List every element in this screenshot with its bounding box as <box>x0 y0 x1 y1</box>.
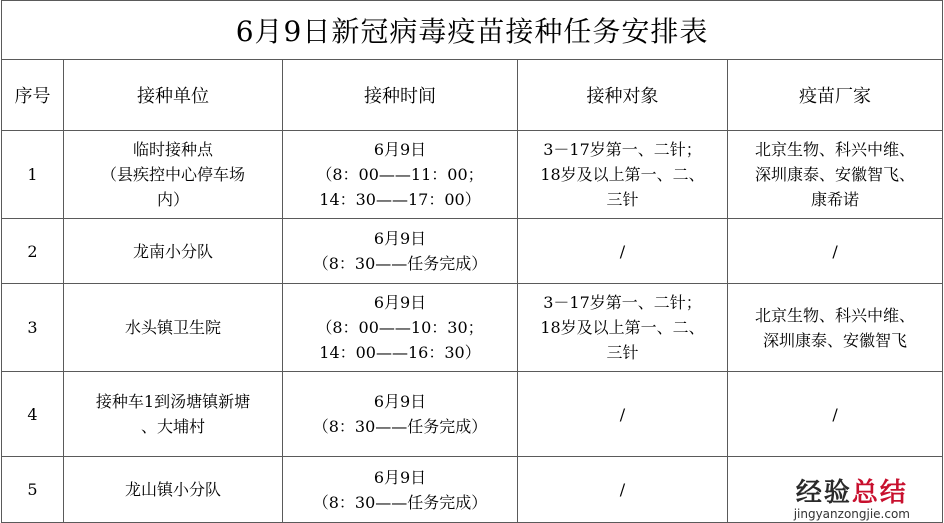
row-number: 2 <box>2 219 64 284</box>
vendor-cell <box>728 131 943 219</box>
watermark-logo-text <box>794 479 910 507</box>
time-cell <box>283 457 518 523</box>
target-line: 18岁及以上第一、二、 <box>540 318 705 337</box>
time-line: （8：00——10：30； <box>316 318 484 337</box>
time-line: 14：00——16：30） <box>319 343 481 362</box>
header-no: 序号 <box>2 60 64 131</box>
unit-cell <box>64 372 283 457</box>
watermark-text-accent: 总结 <box>851 478 908 508</box>
unit-line: 内） <box>156 190 189 209</box>
unit-cell <box>64 131 283 219</box>
time-line: 14：30——17：00） <box>319 190 481 209</box>
target-line: / <box>619 480 626 499</box>
target-line: 3－17岁第一、二针； <box>543 140 702 159</box>
time-line: （8：00——11：00； <box>316 165 484 184</box>
row-number: 3 <box>2 284 64 372</box>
row-number: 4 <box>2 372 64 457</box>
target-line: 3－17岁第一、二针； <box>543 293 702 312</box>
time-line: （8：30——任务完成） <box>312 254 488 273</box>
target-line: 18岁及以上第一、二、 <box>540 165 705 184</box>
header-vendor: 疫苗厂家 <box>728 60 943 131</box>
header-target: 接种对象 <box>518 60 728 131</box>
vendor-line: 深圳康泰、安徽智飞、 <box>755 165 916 184</box>
table-row <box>2 284 943 372</box>
vendor-line: / <box>832 404 838 424</box>
unit-line: 、大埔村 <box>140 417 205 436</box>
vendor-cell <box>728 219 943 284</box>
unit-cell <box>64 284 283 372</box>
row-number: 5 <box>2 457 64 523</box>
unit-line: 水头镇卫生院 <box>124 318 221 337</box>
unit-cell <box>64 219 283 284</box>
target-line: / <box>619 241 626 261</box>
unit-cell <box>64 457 283 523</box>
row-number: 1 <box>2 131 64 219</box>
header-row <box>2 60 943 131</box>
time-line: 6月9日 <box>373 140 427 159</box>
unit-line: 龙山镇小分队 <box>124 480 221 499</box>
vendor-line: / <box>832 241 838 261</box>
header-time: 接种时间 <box>283 60 518 131</box>
table-row <box>2 219 943 284</box>
vendor-line: 康希诺 <box>811 190 860 209</box>
time-line: （8：30——任务完成） <box>312 492 488 512</box>
time-line: 6月9日 <box>373 392 427 411</box>
table-title: 6月9日新冠病毒疫苗接种任务安排表 <box>2 1 943 60</box>
target-line: 三针 <box>606 190 639 209</box>
site-watermark <box>794 479 910 521</box>
target-cell <box>518 131 728 219</box>
target-line: 三针 <box>606 343 639 362</box>
table-row <box>2 372 943 457</box>
unit-line: 龙南小分队 <box>132 241 213 261</box>
time-line: 6月9日 <box>373 467 427 487</box>
time-cell <box>283 219 518 284</box>
vendor-cell <box>728 372 943 457</box>
watermark-text-dark: 经验 <box>795 478 852 508</box>
target-cell <box>518 372 728 457</box>
header-unit: 接种单位 <box>64 60 283 131</box>
target-cell <box>518 219 728 284</box>
vaccination-schedule-table <box>1 0 943 523</box>
vendor-line: 北京生物、科兴中维、 <box>755 305 916 325</box>
target-line: / <box>619 404 626 424</box>
unit-line: 接种车1到汤塘镇新塘 <box>95 392 251 411</box>
unit-line: 临时接种点 <box>132 140 213 159</box>
table-row <box>2 131 943 219</box>
target-cell <box>518 457 728 523</box>
unit-line: （县疾控中心停车场 <box>100 165 245 184</box>
vendor-line: 深圳康泰、安徽智飞 <box>763 330 908 350</box>
target-cell <box>518 284 728 372</box>
vendor-line: 北京生物、科兴中维、 <box>755 140 916 159</box>
watermark-url: jingyanzongjie.com <box>793 507 910 521</box>
time-line: 6月9日 <box>373 229 427 248</box>
time-cell <box>283 284 518 372</box>
time-line: （8：30——任务完成） <box>312 417 488 436</box>
time-cell <box>283 372 518 457</box>
time-line: 6月9日 <box>373 293 427 312</box>
time-cell <box>283 131 518 219</box>
vendor-cell <box>728 284 943 372</box>
